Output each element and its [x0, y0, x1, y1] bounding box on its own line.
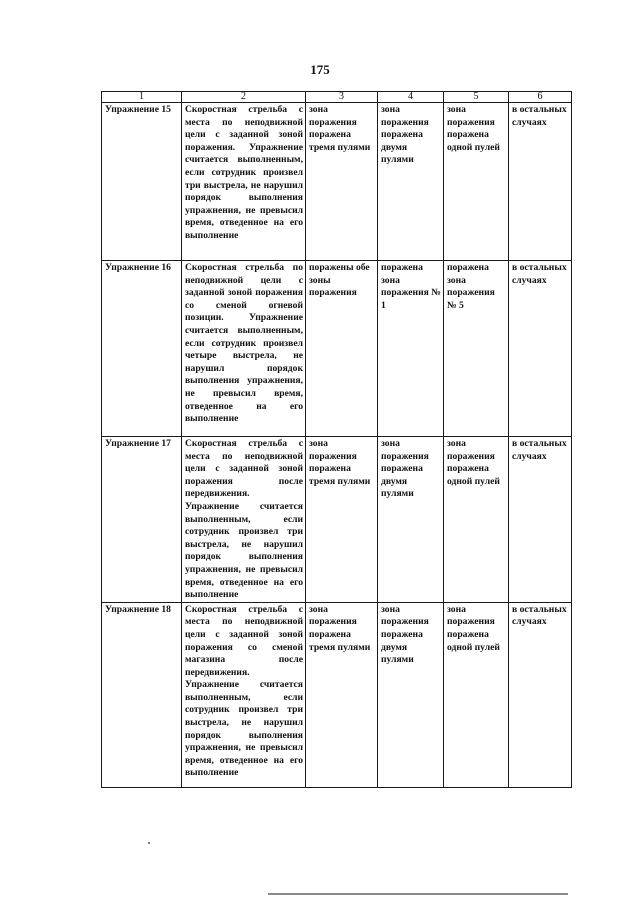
table-row: [102, 602, 572, 787]
result-col-3: зона поражения поражена тремя пулями: [306, 437, 378, 603]
exercise-name: Упражнение 15: [102, 103, 182, 261]
header-row: [102, 92, 572, 103]
column-header-1: 1: [102, 92, 182, 103]
result-col-5: зона поражения поражена одной пулей: [444, 437, 509, 603]
table-row: [102, 437, 572, 603]
result-col-6: в остальных случаях: [509, 261, 572, 437]
column-header-6: 6: [509, 92, 572, 103]
result-col-5: зона поражения поражена одной пулей: [444, 602, 509, 787]
page-number: 175: [310, 62, 330, 77]
exercise-name: Упражнение 17: [102, 437, 182, 603]
result-col-4: зона поражения поражена двумя пулями: [378, 103, 444, 261]
table-row: [102, 103, 572, 261]
column-header-5: 5: [444, 92, 509, 103]
result-col-4: зона поражения поражена двумя пулями: [378, 437, 444, 603]
result-col-4: зона поражения поражена двумя пулями: [378, 602, 444, 787]
exercise-table: [101, 91, 572, 788]
result-col-5: поражена зона поражения № 5: [444, 261, 509, 437]
exercise-description: Скоростная стрельба по неподвижной цели с заданной зоной поражения со сменой огневой позиции. Упражнение считается выполненным, если сотрудник произвел четыре выстрела, не нарушил порядок выполнения упражнения, не превысил время, отведенное на его выполнение: [182, 261, 306, 437]
column-header-4: 4: [378, 92, 444, 103]
exercise-description: Скоростная стрельба с места по неподвижной цели с заданной зоной поражения после передвижения. Упражнение считается выполненным, если сотрудник произвел три выстрела, не нарушил порядок выполнения упражнения, не превысил время, отведенное на его выполнение: [182, 437, 306, 603]
result-col-3: поражены обе зоны поражения: [306, 261, 378, 437]
scan-speck: [148, 842, 150, 844]
result-col-6: в остальных случаях: [509, 437, 572, 603]
column-header-2: 2: [182, 92, 306, 103]
result-col-6: в остальных случаях: [509, 602, 572, 787]
exercise-name: Упражнение 18: [102, 602, 182, 787]
exercise-name: Упражнение 16: [102, 261, 182, 437]
column-header-3: 3: [306, 92, 378, 103]
exercise-description: Скоростная стрельба с места по неподвижной цели с заданной зоной поражения со сменой магазина после передвижения. Упражнение считается выполненным, если сотрудник произвел три выстрела, не нарушил порядок выполнения упражнения, не превысил время, отведенное на его выполнение: [182, 602, 306, 787]
scan-edge-line: [268, 893, 568, 895]
exercise-description: Скоростная стрельба с места по неподвижной цели с заданной зоной поражения. Упражнение считается выполненным, если сотрудник произвел три выстрела, не нарушил порядок выполнения упражнения, не превысил время, отведенное на его выполнение: [182, 103, 306, 261]
result-col-3: зона поражения поражена тремя пулями: [306, 602, 378, 787]
result-col-6: в остальных случаях: [509, 103, 572, 261]
table-row: [102, 261, 572, 437]
result-col-3: зона поражения поражена тремя пулями: [306, 103, 378, 261]
result-col-4: поражена зона поражения № 1: [378, 261, 444, 437]
result-col-5: зона поражения поражена одной пулей: [444, 103, 509, 261]
document-table-frame: [101, 91, 571, 788]
